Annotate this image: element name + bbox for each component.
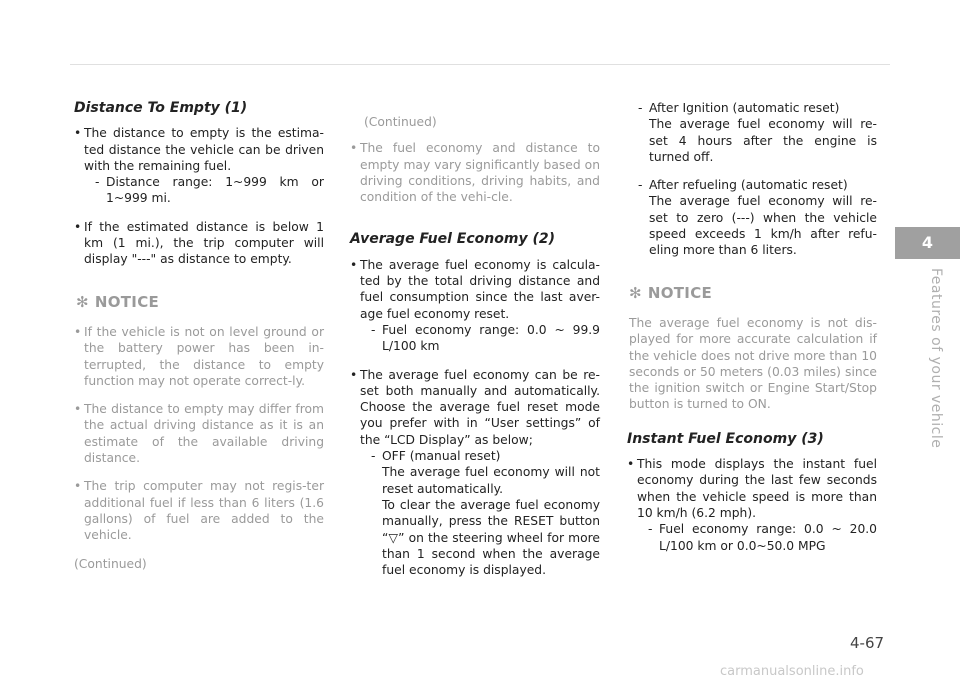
notice-title — [76, 294, 324, 310]
notice-item-fuel-economy-vary: • The fuel economy and distance to empty may vary significantly based on driving conditions, driving habits, and condition of the vehi-cle. — [350, 140, 600, 205]
watermark: carmanualsonline.info — [720, 664, 864, 679]
page-number: 4-67 — [850, 634, 885, 652]
notice-box-left — [74, 294, 324, 572]
section-tab: 4 — [895, 227, 960, 259]
sub-off-manual-reset — [360, 448, 600, 578]
bullet-average-reset — [350, 367, 600, 579]
notice-item-estimate: • The distance to empty may differ from the actual driving distance as it is an estimate of the available driving distance. — [74, 401, 324, 466]
notice-title — [629, 285, 877, 301]
sub-after-refueling — [627, 177, 877, 258]
column-right — [627, 100, 877, 566]
sub-title: - OFF (manual reset) — [382, 449, 501, 464]
notice-box-continued — [350, 114, 600, 205]
notice-item-additional-fuel: • The trip computer may not regis-ter additional fuel if less than 6 liters (1.6 gallons) of fuel are added to the vehicle. — [74, 478, 324, 543]
heading-distance-to-empty: Distance To Empty (1) — [74, 100, 248, 116]
notice-item-level-ground: • If the vehicle is not on level ground or the battery power has been in-terrupted, the distance to empty function may not operate correct-ly. — [74, 324, 324, 389]
top-divider — [70, 64, 890, 65]
bullet-instant-mode — [627, 456, 877, 554]
bullet-text: The distance to empty is the estima-ted distance the vehicle can be driven with the remaining fuel. — [84, 126, 324, 173]
sub-text: The average fuel economy will re-set 4 hours after the engine is turned off. — [649, 117, 877, 164]
continued-label: (Continued) — [364, 115, 437, 129]
asterisk-icon: ✻ — [76, 292, 89, 311]
notice-text: The average fuel economy is not dis-played for more accurate calculation if the vehicle does not drive more than 10 seconds or 50 meters (0.03 miles) since the ignition switch or Engine Start/Stop button is turned to ON. — [629, 315, 877, 412]
column-middle — [350, 100, 600, 590]
sub-fuel-economy-range: - Fuel economy range: 0.0 ~ 99.9 L/100 km — [360, 322, 600, 355]
bullet-text: The average fuel economy is calcula-ted by the total driving distance and fuel consumption since the last aver-age fuel economy reset. — [360, 257, 600, 321]
sub-title: - After refueling (automatic reset) — [649, 178, 848, 193]
sub-text: To clear the average fuel economy manually, press the RESET button “▽” on the steering wheel for more than 1 second when the average fuel economy is displayed. — [382, 497, 600, 578]
continued-label: (Continued) — [74, 556, 147, 571]
sub-text: The average fuel economy will re-set to zero (---) when the vehicle speed exceeds 1 km/h after refu-eling more than 6 liters. — [649, 194, 877, 258]
bullet-distance-definition — [74, 125, 324, 206]
asterisk-icon: ✻ — [629, 283, 642, 302]
column-left — [74, 100, 324, 582]
bullet-average-calculated — [350, 257, 600, 355]
chapter-side-title: Features of your vehicle — [928, 268, 944, 449]
notice-box-right — [627, 285, 877, 413]
heading-average-fuel-economy: Average Fuel Economy (2) — [350, 231, 555, 248]
heading-instant-fuel-economy: Instant Fuel Economy (3) — [627, 430, 824, 447]
bullet-text: This mode displays the instant fuel economy during the last few seconds when the vehicle speed is more than 10 km/h (6.2 mph). — [637, 457, 877, 520]
sub-text: The average fuel economy will not reset automatically. — [382, 465, 600, 496]
bullet-distance-below: • If the estimated distance is below 1 km (1 mi.), the trip computer will display "---" as distance to empty. — [74, 219, 324, 268]
sub-distance-range: - Distance range: 1~999 km or 1~999 mi. — [84, 174, 324, 207]
bullet-text: The average fuel economy can be re-set both manually and automatically. Choose the average fuel reset mode you prefer with in “User settings” of the “LCD Display” as below; — [360, 367, 600, 447]
sub-instant-range: - Fuel economy range: 0.0 ~ 20.0 L/100 km or 0.0~50.0 MPG — [637, 521, 877, 554]
notice-label: NOTICE — [94, 292, 160, 311]
sub-after-ignition — [627, 100, 877, 165]
notice-label: NOTICE — [647, 283, 713, 302]
sub-title: - After Ignition (automatic reset) — [649, 101, 840, 115]
